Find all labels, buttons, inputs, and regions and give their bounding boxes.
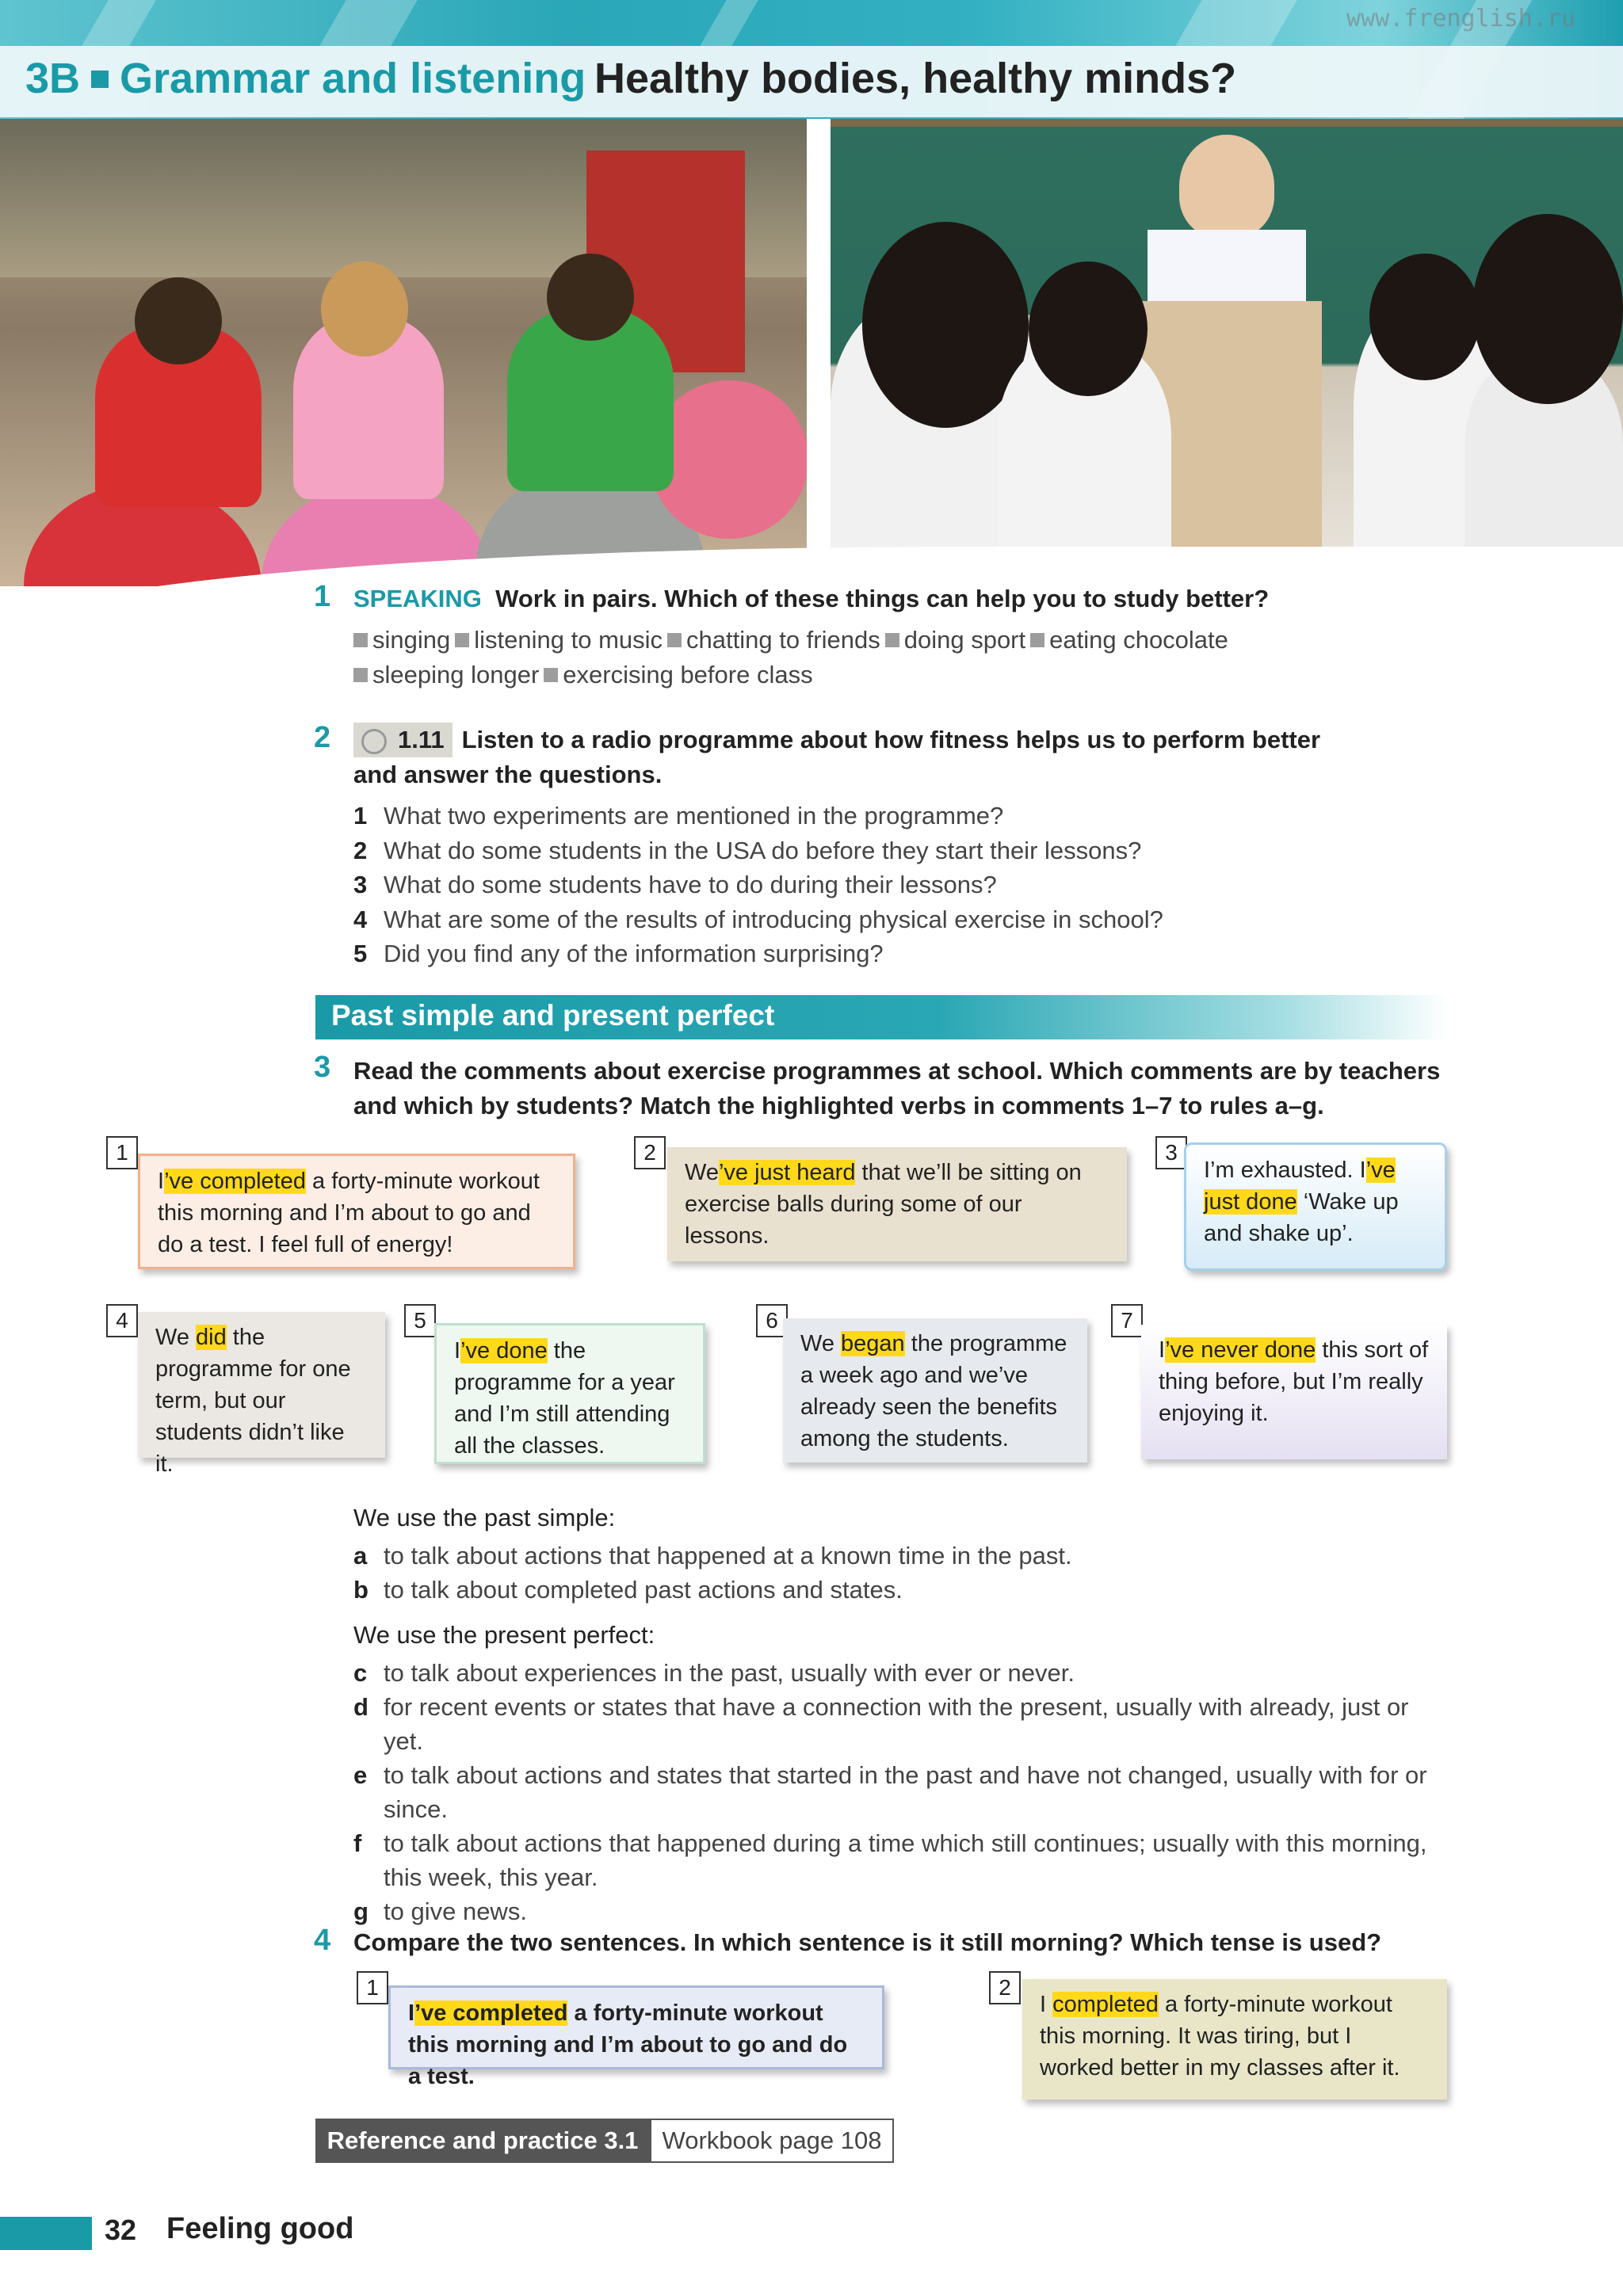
watermark: www.frenglish.ru <box>1346 5 1575 32</box>
highlighted-verb: ’ve done <box>460 1338 548 1363</box>
square-bullet-icon <box>353 633 368 647</box>
highlighted-verb: ’ve just heard <box>718 1160 856 1185</box>
rule-item: e to talk about actions and states that started in the past and have not changed, usually with for or since. <box>353 1761 1427 1823</box>
square-bullet-icon <box>353 668 368 682</box>
sentence-card-1: I’ve completed a forty-minute workout this morning and I’m about to go and do a test. <box>388 1985 884 2069</box>
rule-item: f to talk about actions that happened during a time which still continues; usually with this morning, this week, this year. <box>353 1829 1427 1891</box>
comment-7-number: 7 <box>1111 1304 1143 1337</box>
rule-item: c to talk about experiences in the past, usually with ever or never. <box>353 1659 1075 1687</box>
sentence-2-number: 2 <box>989 1971 1021 2004</box>
square-bullet-icon <box>885 633 899 647</box>
square-bullet-icon <box>1030 633 1044 647</box>
classroom-photo-teacher <box>831 119 1623 563</box>
exercise-3-number: 3 <box>314 1051 331 1084</box>
title-strip <box>0 46 1623 117</box>
exercise-1-number: 1 <box>314 580 331 613</box>
exercise-1-options <box>349 623 1458 692</box>
question-item: 2 What do some students in the USA do before they start their lessons? <box>353 836 1142 864</box>
reference-practice-link[interactable]: Reference and practice 3.1 <box>315 2119 650 2163</box>
exercise-1-instruction <box>353 582 1269 616</box>
exercise-3-text-line2: and which by students? Match the highlighted verbs in comments 1–7 to rules a–g. <box>353 1092 1324 1119</box>
section-name: Grammar and listening <box>120 55 586 102</box>
comment-card-4: We did the programme for one term, but our students didn’t like it. <box>138 1312 385 1458</box>
option: listening to music <box>474 626 663 654</box>
question-item: 5 Did you find any of the information surprising? <box>353 940 884 967</box>
highlighted-verb: ’ve completed <box>414 2000 568 2026</box>
banner-title: Past simple and present perfect <box>331 999 775 1032</box>
present-perfect-heading: We use the present perfect: <box>353 1621 655 1649</box>
unit-footer-title: Feeling good <box>166 2212 354 2245</box>
option: singing <box>372 626 451 654</box>
rule-item: b to talk about completed past actions and states. <box>353 1576 903 1604</box>
exercise-2-questions <box>353 799 1163 971</box>
unit-code: 3B <box>25 55 81 102</box>
question-item: 4 What are some of the results of introducing physical exercise in school? <box>353 905 1163 933</box>
past-simple-rules <box>353 1539 1447 1607</box>
exercise-2-instruction <box>353 723 1463 792</box>
highlighted-verb: completed <box>1052 1992 1159 2017</box>
option: exercising before class <box>563 661 813 688</box>
sentence-card-2: I completed a forty-minute workout this morning. It was tiring, but I worked better in my classes after it. <box>1022 1979 1447 2100</box>
exercise-4-instruction: Compare the two sentences. In which sentence is it still morning? Which tense is used? <box>353 1928 1382 1956</box>
exercise-4-number: 4 <box>314 1924 331 1957</box>
highlighted-verb: did <box>196 1325 227 1350</box>
question-item: 3 What do some students have to do during their lessons? <box>353 871 997 898</box>
speaking-label: SPEAKING <box>353 585 482 612</box>
rule-item: g to give news. <box>353 1897 527 1925</box>
comment-6-number: 6 <box>756 1304 788 1337</box>
question-item: 1 What two experiments are mentioned in the programme? <box>353 802 1004 830</box>
audio-track-badge[interactable] <box>353 723 453 757</box>
exercise-3-text-line1: Read the comments about exercise programmes at school. Which comments are by teachers <box>353 1057 1441 1085</box>
audio-cd-icon <box>361 729 387 754</box>
classroom-photo-exercise-balls <box>0 119 807 586</box>
exercise-2-text-line1: Listen to a radio programme about how fitness helps us to perform better <box>461 726 1321 753</box>
square-bullet-icon <box>667 633 682 647</box>
comment-3-number: 3 <box>1155 1136 1187 1169</box>
comment-2-number: 2 <box>634 1136 666 1169</box>
comment-card-5: I’ve done the programme for a year and I’m still attending all the classes. <box>434 1323 705 1464</box>
past-simple-heading: We use the past simple: <box>353 1504 616 1531</box>
highlighted-verb: began <box>841 1331 905 1356</box>
comment-1-number: 1 <box>106 1136 138 1169</box>
option: sleeping longer <box>372 661 540 688</box>
audio-track-number: 1.11 <box>398 726 445 753</box>
exercise-1-text: Work in pairs. Which of these things can help you to study better? <box>495 585 1270 612</box>
footer-accent-bar <box>0 2217 92 2250</box>
comment-card-2: We’ve just heard that we’ll be sitting on exercise balls during some of our lessons. <box>667 1147 1127 1261</box>
comment-card-6: We began the programme a week ago and we’ve already seen the benefits among the students. <box>783 1318 1087 1463</box>
highlighted-verb: ’ve never done <box>1165 1337 1316 1363</box>
comment-5-number: 5 <box>404 1304 436 1337</box>
square-bullet-icon <box>455 633 469 647</box>
present-perfect-rules <box>353 1656 1447 1928</box>
rule-item: a to talk about actions that happened at a known time in the past. <box>353 1542 1072 1569</box>
comment-card-3: I’m exhausted. I’ve just done ‘Wake up and shake up’. <box>1184 1142 1447 1271</box>
rule-item: d for recent events or states that have a connection with the present, usually with already, just or yet. <box>353 1693 1409 1755</box>
workbook-page-link[interactable]: Workbook page 108 <box>650 2119 894 2163</box>
square-bullet-icon <box>544 668 558 682</box>
comment-card-7: I’ve never done this sort of thing before, but I’m really enjoying it. <box>1141 1325 1447 1459</box>
unit-title <box>25 54 586 103</box>
page-number: 32 <box>105 2214 137 2246</box>
comment-card-1: I’ve completed a forty-minute workout this morning and I’m about to go and do a test. I feel full of energy! <box>138 1154 575 1269</box>
highlighted-verb: ’ve completed <box>164 1169 306 1194</box>
lesson-subtitle: Healthy bodies, healthy minds? <box>594 55 1237 102</box>
exercise-2-text-line2: and answer the questions. <box>353 761 663 788</box>
exercise-3-instruction <box>353 1054 1463 1123</box>
highlighted-verb: ’ve just done <box>1204 1158 1396 1215</box>
grammar-section-banner <box>315 995 1449 1039</box>
exercise-2-number: 2 <box>314 721 331 754</box>
comment-4-number: 4 <box>106 1304 138 1337</box>
option: chatting to friends <box>686 626 880 654</box>
option: eating chocolate <box>1049 626 1228 654</box>
sentence-1-number: 1 <box>357 1971 388 2004</box>
square-bullet-icon <box>91 71 109 88</box>
option: doing sport <box>903 626 1026 654</box>
